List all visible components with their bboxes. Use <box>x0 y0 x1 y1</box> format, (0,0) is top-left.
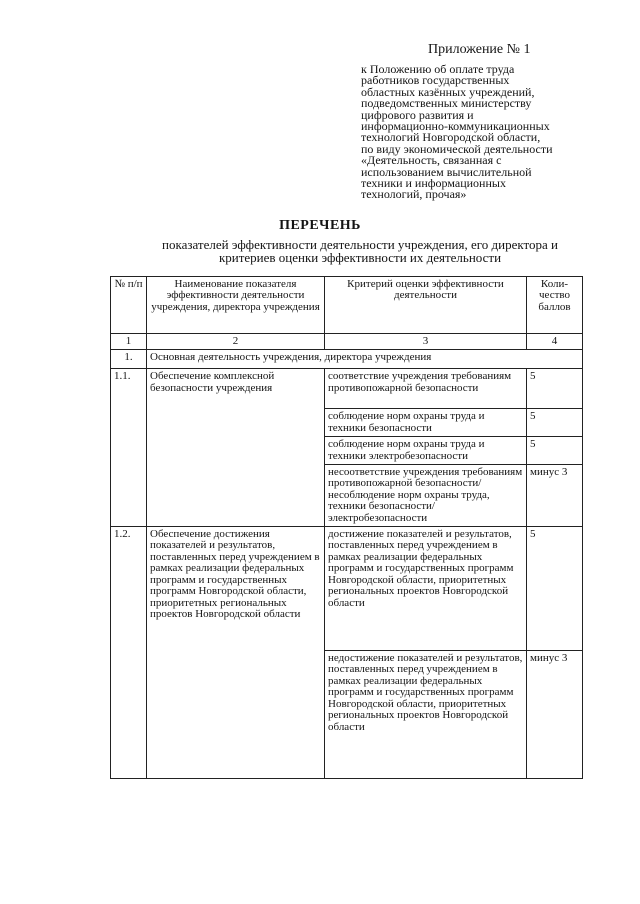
appendix-line: технологий, прочая» <box>361 187 467 202</box>
indicator-name: Обеспечение достижения показателей и результатов, поставленных перед учреждением в рамках реализации федеральных программ и государственных программ Новгородской области, приоритетных региональных проектов Новгородской области <box>147 527 325 779</box>
criterion-points: 5 <box>527 369 583 409</box>
criterion-points: 5 <box>527 409 583 437</box>
row-num: 1.1. <box>111 369 147 527</box>
criterion-text: соблюдение норм охраны труда и техники электробезопасности <box>325 437 527 465</box>
column-numbers-row <box>111 334 583 350</box>
header-indicator-name: Наименование показателя эффективности деятельности учреждения, директора учреждения <box>147 277 325 334</box>
indicator-name: Обеспечение комплексной безопасности учреждения <box>147 369 325 527</box>
criterion-points: 5 <box>527 437 583 465</box>
appendix-line: к Положению об оплате труда <box>361 62 515 76</box>
criterion-text: достижение показателей и результатов, поставленных перед учреждением в рамках реализации федеральных программ и государственных программ Новгородской области, приоритетных региональных проектов Новгородской области <box>325 527 527 651</box>
section-title: Основная деятельность учреждения, директора учреждения <box>147 350 583 369</box>
criterion-text: соответствие учреждения требованиям противопожарной безопасности <box>325 369 527 409</box>
appendix-line: работников государственных <box>361 73 510 88</box>
column-number: 2 <box>147 334 325 350</box>
section-num: 1. <box>111 350 147 369</box>
subheading-line: показателей эффективности деятельности учреждения, его директора и <box>162 237 558 252</box>
row-num: 1.2. <box>111 527 147 779</box>
criterion-text: несоответствие учреждения требованиям противопожарной безопасности/несоблюдение норм охраны труда, техники безопасности/электробезопасности <box>325 465 527 527</box>
appendix-line: по виду экономической деятельности <box>361 141 553 156</box>
criterion-text: недостижение показателей и результатов, поставленных перед учреждением в рамках реализации федеральных программ и государственных программ Новгородской области, приоритетных региональных проектов Новгородской области <box>325 651 527 779</box>
column-number: 1 <box>111 334 147 350</box>
appendix-line: техники и информационных <box>361 176 506 191</box>
criterion-text: соблюдение норм охраны труда и техники безопасности <box>325 409 527 437</box>
column-number: 4 <box>527 334 583 350</box>
column-number: 3 <box>325 334 527 350</box>
appendix-line: технологий Новгородской области, <box>361 130 541 145</box>
appendix-line: информационно-коммуникационных <box>361 119 550 134</box>
header-points: Коли-чество баллов <box>527 277 583 334</box>
appendix-line: «Деятельность, связанная с <box>361 153 502 168</box>
indicators-table <box>110 276 583 779</box>
appendix-line: цифрового развития и <box>361 107 474 122</box>
section-row <box>111 350 583 369</box>
appendix-body <box>361 64 593 201</box>
table-header-row <box>111 277 583 334</box>
appendix-line: областных казённых учреждений, <box>361 84 535 99</box>
document-heading: ПЕРЕЧЕНЬ <box>279 218 361 233</box>
criterion-points: минус 3 <box>527 651 583 779</box>
header-num: № п/п <box>111 277 147 334</box>
document-subheading <box>130 238 590 264</box>
header-criterion: Критерий оценки эффективности деятельности <box>325 277 527 334</box>
table-row <box>111 527 583 651</box>
table-row <box>111 369 583 409</box>
appendix-line: использованием вычислительной <box>361 164 532 179</box>
criterion-points: 5 <box>527 527 583 651</box>
appendix-title: Приложение № 1 <box>428 42 531 57</box>
appendix-line: подведомственных министерству <box>361 96 532 111</box>
criterion-points: минус 3 <box>527 465 583 527</box>
subheading-line: критериев оценки эффективности их деятельности <box>218 250 502 265</box>
